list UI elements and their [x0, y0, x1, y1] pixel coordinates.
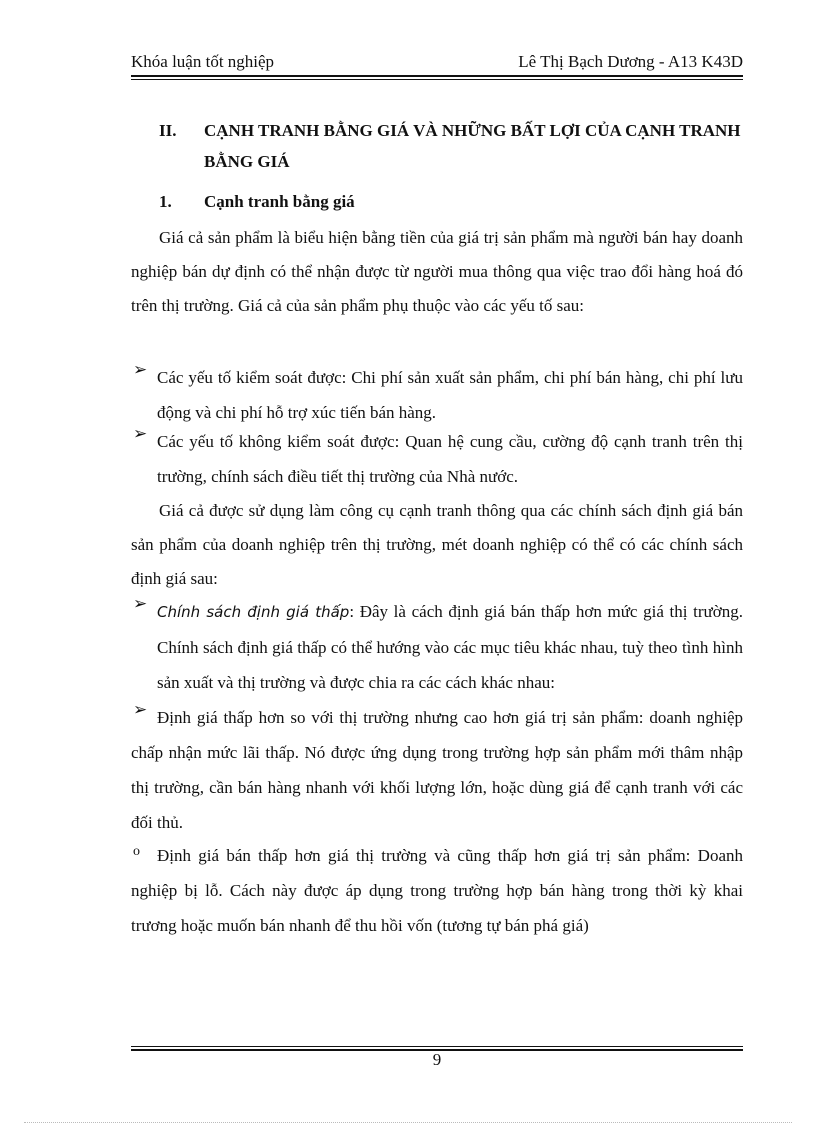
arrow-bullet-icon: ➢: [133, 424, 148, 443]
page-header: [131, 50, 743, 78]
bullet-controllable-factors: [131, 360, 743, 430]
bullet-text: Các yếu tố kiểm soát được: Chi phí sản xuất sản phẩm, chi phí bán hàng, chi phí lưu động và chi phí hỗ trợ xúc tiến bán hàng.: [157, 368, 743, 422]
paragraph-pricing-policies: Giá cả được sử dụng làm công cụ cạnh tranh thông qua các chính sách định giá bán sản phẩm của doanh nghiệp trên thị trường, mét doanh nghiệp có thể có các chính sách định giá sau:: [131, 501, 743, 588]
arrow-bullet-icon: ➢: [133, 700, 148, 719]
paragraph-price-definition: Giá cả sản phẩm là biểu hiện bằng tiền của giá trị sản phẩm mà người bán hay doanh nghiệp bán dự định có thể nhận được từ người mua thông qua việc trao đổi hàng hoá đó trên thị trường. Giá cả của sản phẩm phụ thuộc vào các yếu tố sau:: [131, 228, 743, 315]
bullet-text: Các yếu tố không kiểm soát được: Quan hệ cung cầu, cường độ cạnh tranh trên thị trường, chính sách điều tiết thị trường của Nhà nước.: [157, 432, 743, 486]
header-rule-thin: [131, 79, 743, 80]
bullet-uncontrollable-factors: [131, 424, 743, 494]
arrow-bullet-icon: ➢: [133, 594, 148, 613]
arrow-bullet-icon: ➢: [133, 360, 148, 379]
section-title: CẠNH TRANH BẰNG GIÁ VÀ NHỮNG BẤT LỢI CỦA CẠNH TRANH BẰNG GIÁ: [204, 121, 741, 171]
circle-bullet-icon: o: [133, 844, 140, 859]
footer-rule-thin: [131, 1046, 743, 1047]
bullet-text: [157, 594, 743, 700]
subsection-title: Cạnh tranh bằng giá: [204, 192, 355, 211]
bullet-text-rest: : Đây là cách định giá bán thấp hơn mức giá thị trường. Chính sách định giá thấp có thể hướng vào các mục tiêu khác nhau, tuỳ theo tình hình sản xuất và thị trường và được chia ra các cách khác nhau:: [157, 602, 743, 692]
section-number: II.: [159, 121, 177, 140]
header-left-title: Khóa luận tốt nghiệp: [131, 52, 275, 71]
bullet-below-market-below-value: [131, 838, 743, 943]
subsection-number: 1.: [159, 192, 172, 211]
bullet-low-price-policy: [131, 594, 743, 700]
bullet-text: Định giá thấp hơn so với thị trường nhưng cao hơn giá trị sản phẩm: doanh nghiệp chấp nhận mức lãi thấp. Nó được ứng dụng trong trường hợp sản phẩm mới thâm nhập thị trường, cần bán hàng nhanh với khối lượng lớn, hoặc dùng giá để cạnh tranh với các đối thủ.: [131, 708, 743, 832]
header-right-author: Lê Thị Bạch Dương - A13 K43D: [518, 52, 743, 71]
bullet-text: Định giá bán thấp hơn giá thị trường và cũng thấp hơn giá trị sản phẩm: Doanh nghiệp bị lỗ. Cách này được áp dụng trong trường hợp bán hàng trong thời kỳ khai trương hoặc muốn bán nhanh để thu hồi vốn (tương tự bán phá giá): [131, 846, 743, 935]
header-rule-thick: [131, 75, 743, 77]
bullet-below-market-above-value: [131, 700, 743, 840]
italic-term: Chính sách định giá thấp: [157, 603, 350, 621]
page-number: 9: [432, 1050, 442, 1069]
